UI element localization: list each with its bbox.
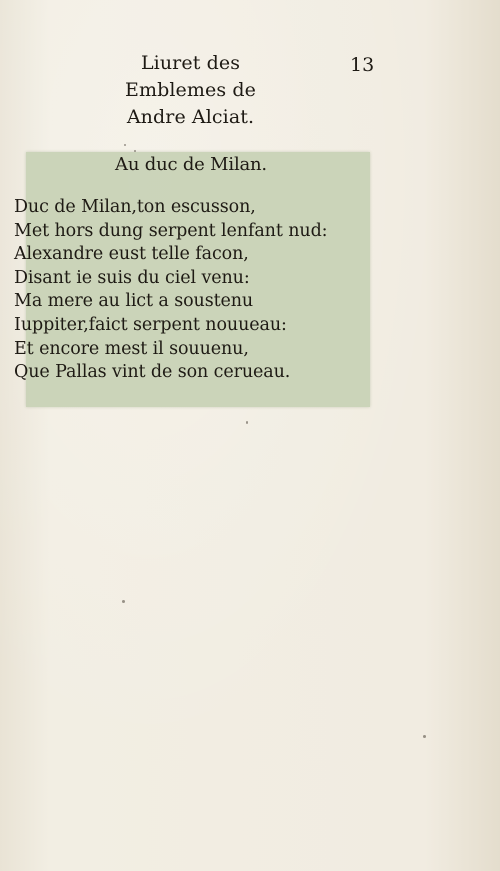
ink-speck [134, 150, 136, 152]
page-number: 13 [350, 54, 375, 76]
poem-line: Et encore mest il souuenu, [14, 338, 249, 359]
poem-line: Met hors dung serpent lenfant nud: [14, 220, 328, 241]
ink-speck [16, 200, 18, 202]
ink-speck [124, 144, 126, 146]
ink-speck [423, 735, 426, 738]
poem-line: Ma mere au lict a soustenu [14, 291, 254, 312]
poem-line: Alexandre eust telle facon, [14, 244, 249, 265]
running-title [88, 50, 293, 131]
ink-speck [122, 600, 125, 603]
ink-speck [246, 421, 248, 424]
poem-line: Iuppiter,faict serpent nouueau: [14, 314, 287, 335]
poem-title: Au duc de Milan. [115, 154, 267, 175]
poem-stanza [14, 196, 327, 385]
poem-line: Duc de Milan,ton escusson, [14, 197, 256, 217]
running-title-line: Andre Alciat. [126, 106, 255, 128]
poem-line: Que Pallas vint de son cerueau. [14, 362, 291, 383]
poem-line: Disant ie suis du ciel venu: [14, 267, 250, 288]
running-title-line: Liuret des Emblemes de [125, 52, 256, 101]
